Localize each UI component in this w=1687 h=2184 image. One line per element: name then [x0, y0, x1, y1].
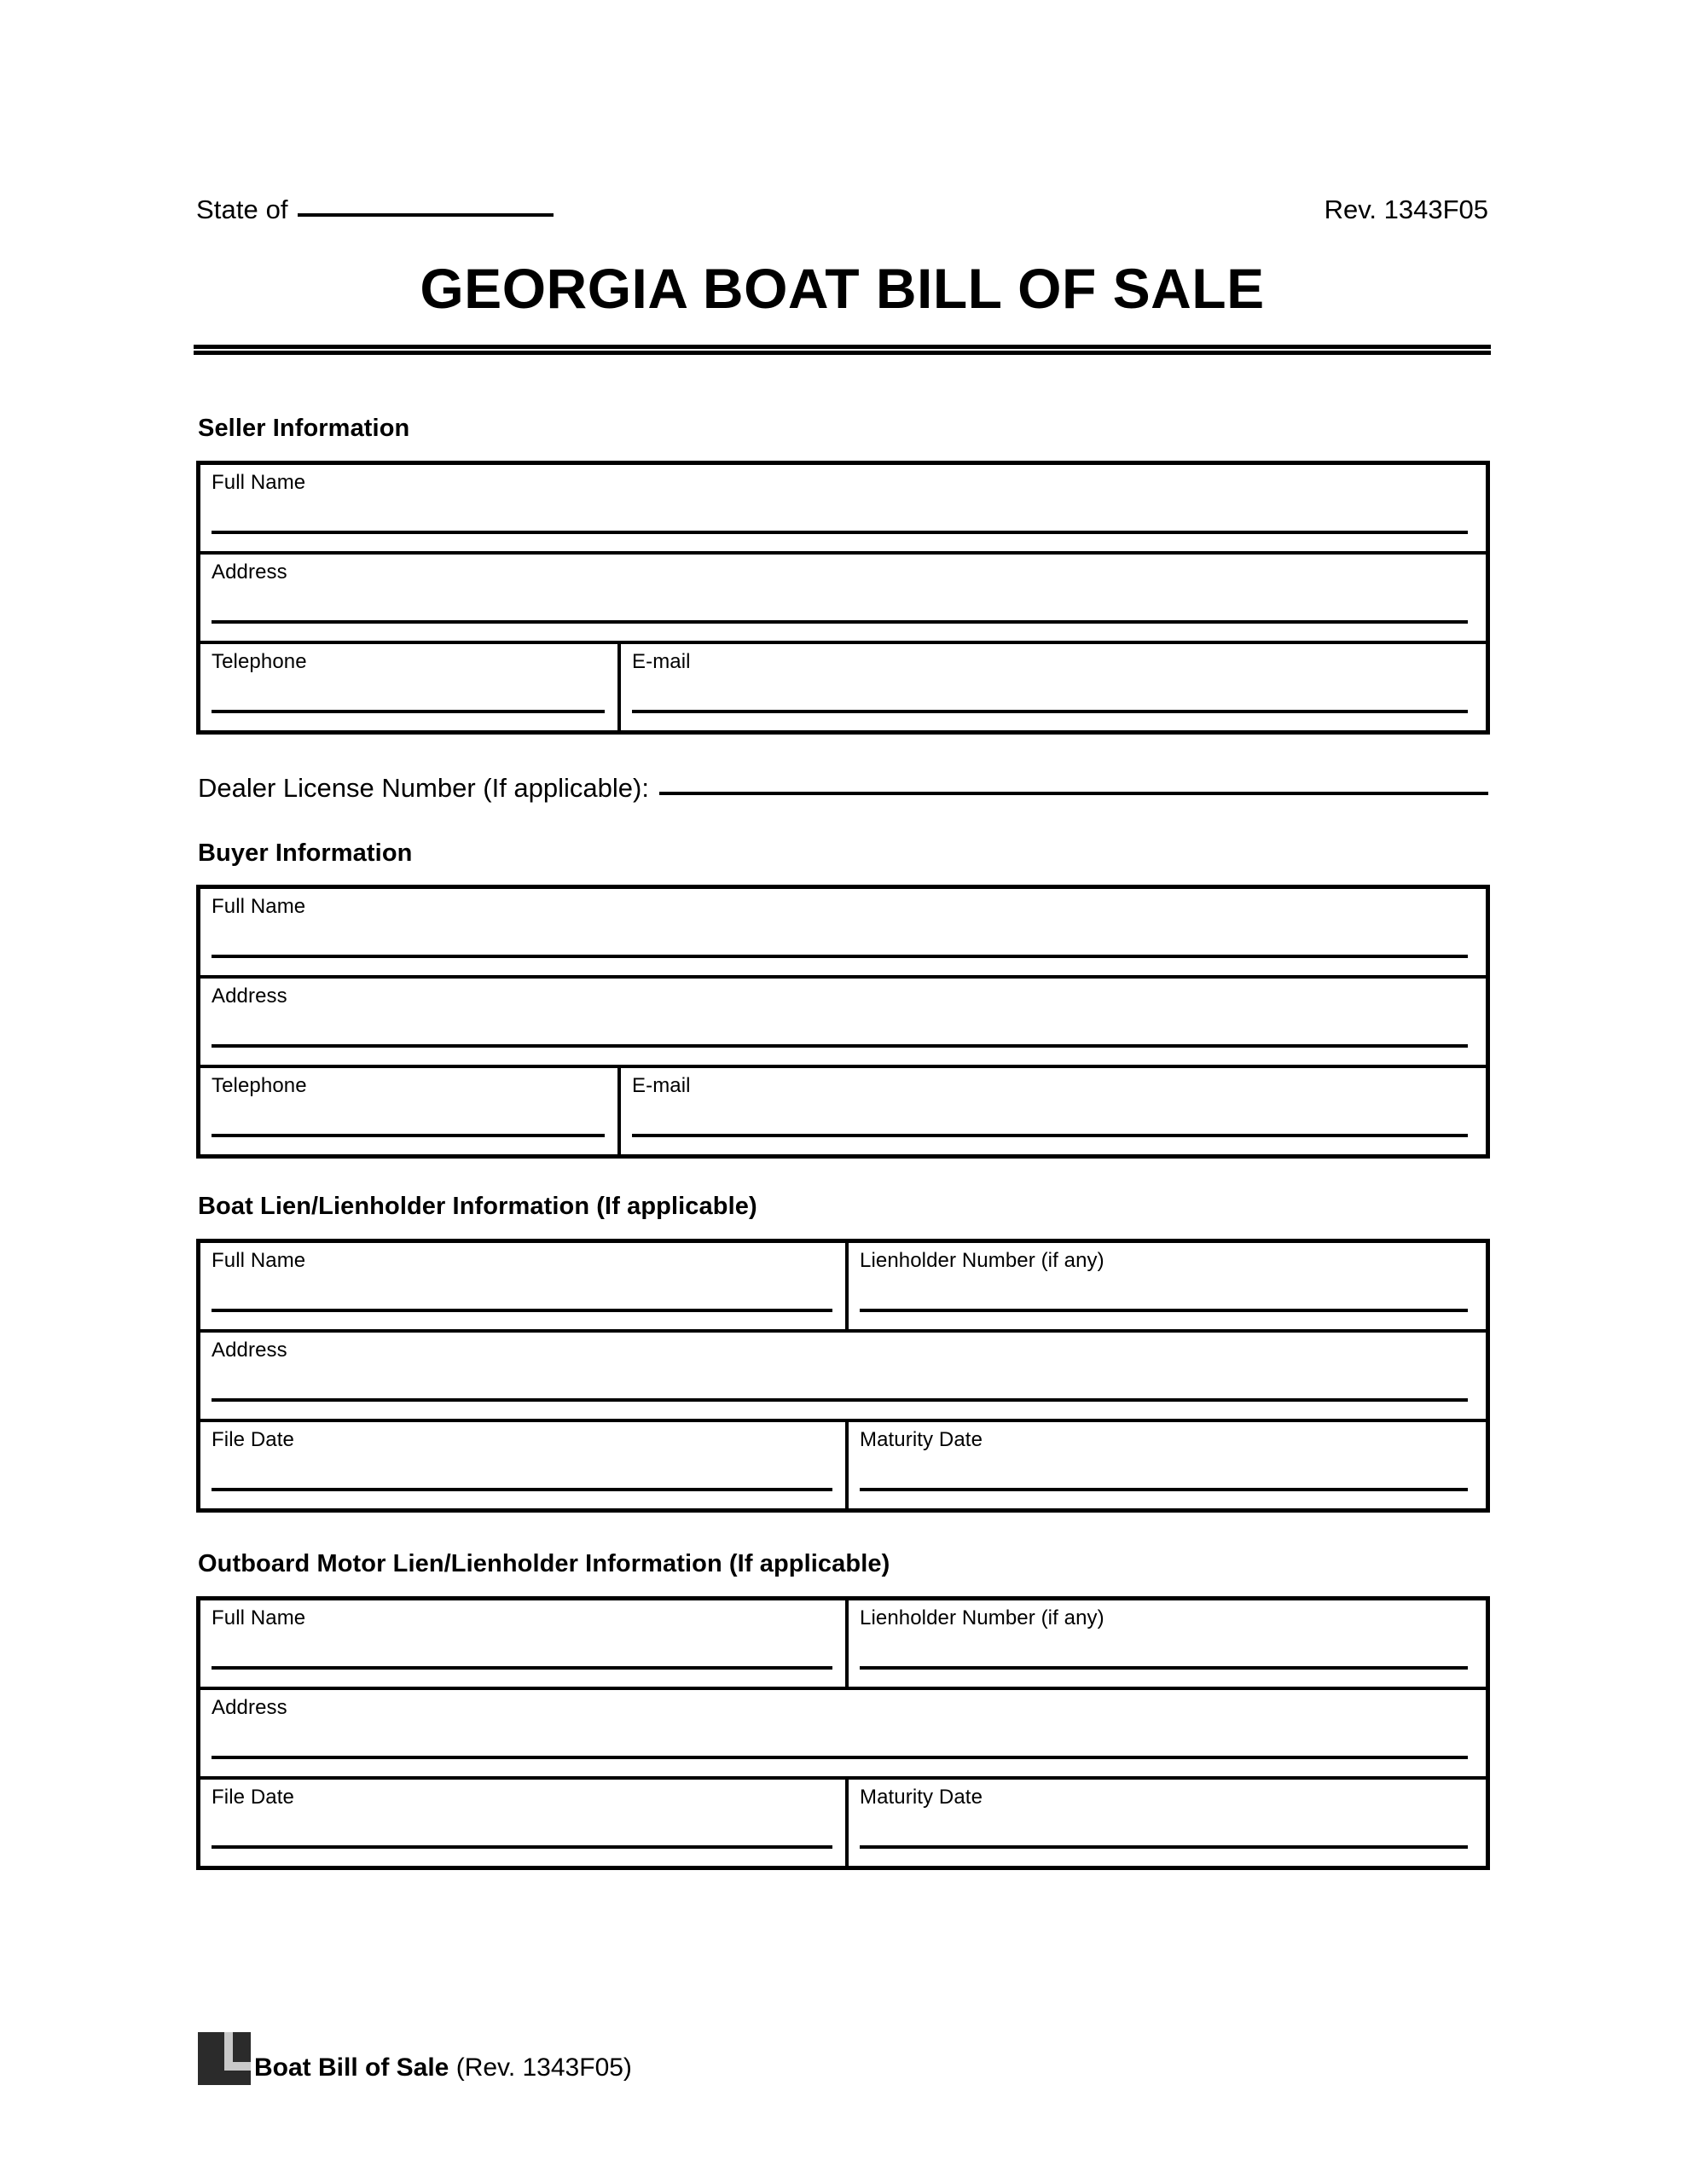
buyer-full-name-label: Full Name [212, 895, 306, 918]
revision-label: Rev. 1343F05 [1324, 195, 1488, 224]
section-heading-boat-lien: Boat Lien/Lienholder Information (If applicable) [198, 1193, 757, 1220]
boat-lien-maturity-date-cell[interactable] [849, 1422, 1486, 1508]
buyer-address-cell[interactable] [200, 979, 1486, 1065]
boat-lien-full-name-label: Full Name [212, 1249, 306, 1272]
page-title: GEORGIA BOAT BILL OF SALE [420, 257, 1265, 320]
footer-space [449, 2053, 455, 2082]
document-footer [198, 2032, 632, 2085]
outboard-lien-full-name-label: Full Name [212, 1606, 306, 1629]
table-row [200, 1068, 1486, 1154]
seller-full-name-input[interactable] [212, 531, 1468, 534]
seller-telephone-cell[interactable] [200, 644, 621, 730]
boat-lien-file-date-input[interactable] [212, 1488, 832, 1491]
buyer-telephone-label: Telephone [212, 1074, 307, 1097]
table-row [200, 1243, 1486, 1333]
buyer-telephone-cell[interactable] [200, 1068, 621, 1154]
title-double-rule [194, 345, 1491, 355]
boat-lien-number-input[interactable] [860, 1309, 1468, 1312]
seller-full-name-label: Full Name [212, 471, 306, 494]
document-header [196, 195, 1488, 234]
footer-doc-name: Boat Bill of Sale [254, 2053, 449, 2082]
buyer-full-name-input[interactable] [212, 955, 1468, 958]
buyer-email-cell[interactable] [621, 1068, 1486, 1154]
seller-telephone-label: Telephone [212, 650, 307, 673]
table-row [200, 1422, 1486, 1508]
section-heading-buyer: Buyer Information [198, 839, 413, 867]
outboard-lien-maturity-date-input[interactable] [860, 1845, 1468, 1849]
table-row [200, 1780, 1486, 1866]
table-row [200, 1600, 1486, 1690]
outboard-motor-lien-information-table [196, 1596, 1490, 1870]
outboard-lien-file-date-cell[interactable] [200, 1780, 849, 1866]
outboard-lien-file-date-label: File Date [212, 1786, 294, 1809]
seller-email-label: E-mail [632, 650, 691, 673]
seller-telephone-input[interactable] [212, 710, 605, 713]
outboard-lien-maturity-date-label: Maturity Date [860, 1786, 983, 1809]
outboard-lien-address-cell[interactable] [200, 1690, 1486, 1776]
buyer-address-input[interactable] [212, 1044, 1468, 1048]
outboard-lien-number-label: Lienholder Number (if any) [860, 1606, 1104, 1629]
boat-lien-information-table [196, 1239, 1490, 1513]
footer-label [254, 2053, 632, 2082]
dealer-license-field [198, 773, 1488, 804]
seller-address-input[interactable] [212, 620, 1468, 624]
boat-lien-number-label: Lienholder Number (if any) [860, 1249, 1104, 1272]
logo-horizontal-bar [224, 2062, 251, 2071]
boat-lien-address-label: Address [212, 1339, 287, 1362]
boat-lien-full-name-input[interactable] [212, 1309, 832, 1312]
seller-information-table [196, 461, 1490, 735]
seller-email-cell[interactable] [621, 644, 1486, 730]
outboard-lien-maturity-date-cell[interactable] [849, 1780, 1486, 1866]
table-row [200, 1333, 1486, 1422]
buyer-email-input[interactable] [632, 1134, 1468, 1137]
seller-address-label: Address [212, 561, 287, 584]
seller-full-name-cell[interactable] [200, 465, 1486, 551]
table-row [200, 1690, 1486, 1780]
dealer-license-label: Dealer License Number (If applicable): [198, 773, 649, 803]
table-row [200, 555, 1486, 644]
boat-lien-number-cell[interactable] [849, 1243, 1486, 1329]
state-of-input[interactable] [298, 212, 554, 217]
buyer-information-table [196, 885, 1490, 1159]
boat-lien-file-date-cell[interactable] [200, 1422, 849, 1508]
section-heading-outboard-motor-lien: Outboard Motor Lien/Lienholder Information (If applicable) [198, 1550, 890, 1577]
buyer-telephone-input[interactable] [212, 1134, 605, 1137]
outboard-lien-address-input[interactable] [212, 1756, 1468, 1759]
legal-templates-logo-icon [198, 2032, 251, 2085]
seller-address-cell[interactable] [200, 555, 1486, 641]
outboard-lien-number-cell[interactable] [849, 1600, 1486, 1687]
state-of-field [196, 195, 554, 225]
state-of-label: State of [196, 195, 288, 224]
outboard-lien-address-label: Address [212, 1696, 287, 1719]
outboard-lien-file-date-input[interactable] [212, 1845, 832, 1849]
dealer-license-input[interactable] [659, 791, 1488, 795]
boat-lien-full-name-cell[interactable] [200, 1243, 849, 1329]
outboard-lien-full-name-cell[interactable] [200, 1600, 849, 1687]
boat-lien-maturity-date-input[interactable] [860, 1488, 1468, 1491]
buyer-full-name-cell[interactable] [200, 889, 1486, 975]
buyer-email-label: E-mail [632, 1074, 691, 1097]
section-heading-seller: Seller Information [198, 415, 410, 442]
seller-email-input[interactable] [632, 710, 1468, 713]
outboard-lien-number-input[interactable] [860, 1666, 1468, 1670]
table-row [200, 979, 1486, 1068]
boat-lien-file-date-label: File Date [212, 1428, 294, 1451]
boat-lien-maturity-date-label: Maturity Date [860, 1428, 983, 1451]
table-row [200, 889, 1486, 979]
boat-lien-address-cell[interactable] [200, 1333, 1486, 1419]
outboard-lien-full-name-input[interactable] [212, 1666, 832, 1670]
boat-lien-address-input[interactable] [212, 1398, 1468, 1402]
table-row [200, 465, 1486, 555]
table-row [200, 644, 1486, 730]
buyer-address-label: Address [212, 985, 287, 1008]
footer-revision: (Rev. 1343F05) [455, 2053, 632, 2082]
